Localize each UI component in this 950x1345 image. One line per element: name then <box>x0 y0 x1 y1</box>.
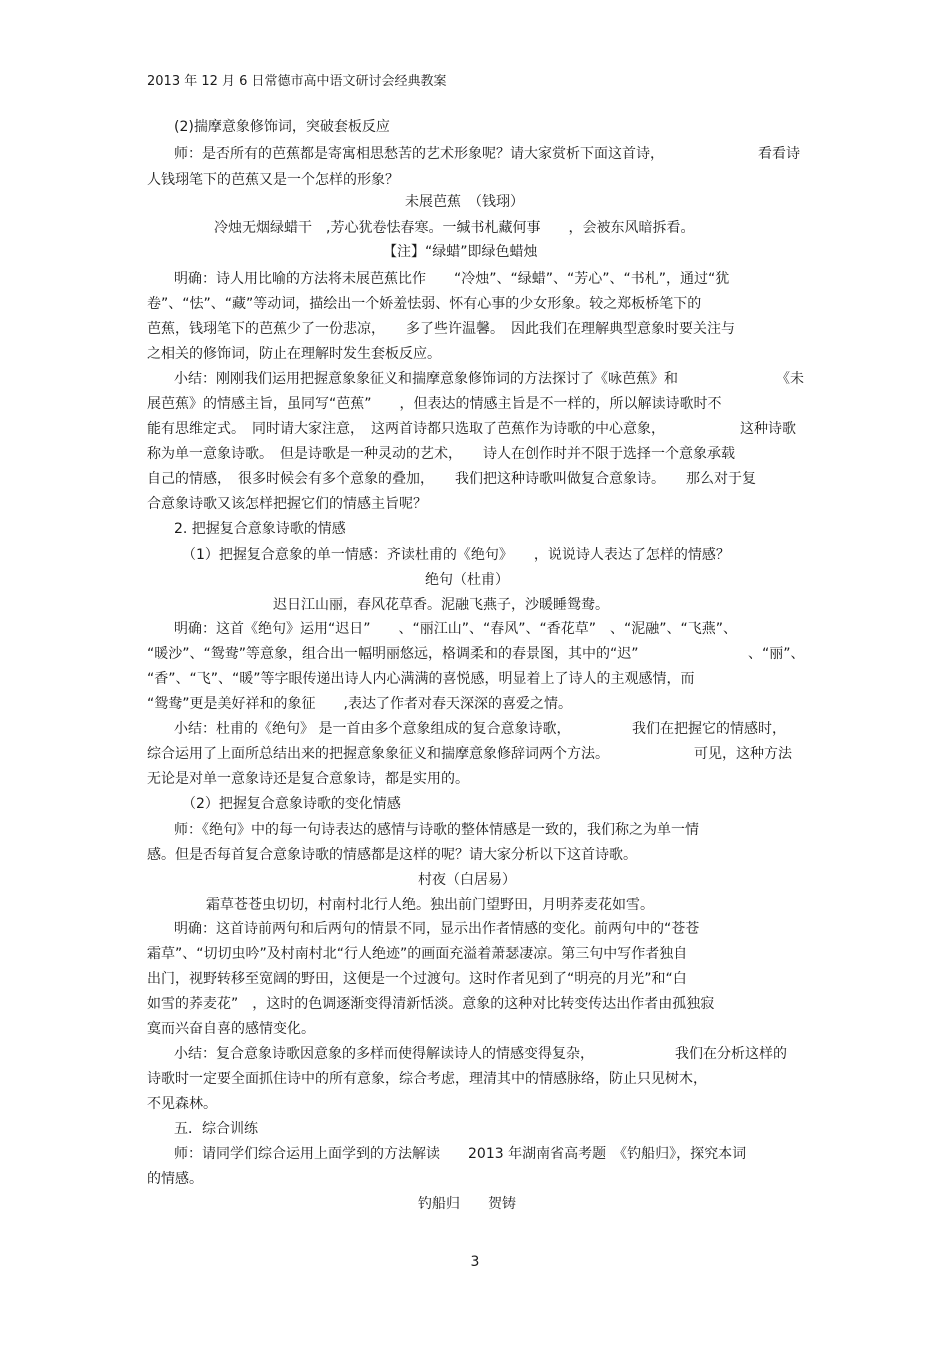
poem-title: 绝句（杜甫） <box>425 572 509 588</box>
paragraph-line: 无论是对单一意象诗还是复合意象诗，都是实用的。 <box>147 771 469 787</box>
paragraph-line: 师：是否所有的芭蕉都是寄寓相思愁苦的艺术形象呢？请大家赏析下面这首诗， <box>174 146 664 162</box>
paragraph-line: 可见，这种方法 <box>694 746 792 762</box>
paragraph-line: 《未 <box>776 371 804 387</box>
paragraph-line: 我们在分析这样的 <box>675 1046 787 1062</box>
paragraph-line: 之相关的修饰词，防止在理解时发生套板反应。 <box>147 346 441 362</box>
paragraph-line: 这种诗歌 <box>740 421 796 437</box>
paragraph-line: 出门，视野转移至宽阔的野田，这便是一个过渡句。这时作者见到了“明亮的月光”和“白 <box>147 971 687 987</box>
paragraph-line: 看看诗 <box>758 146 800 162</box>
paragraph-line: 师：《绝句》中的每一句诗表达的感情与诗歌的整体情感是一致的，我们称之为单一情 <box>174 822 699 838</box>
page-header: 2013 年 12 月 6 日常德市高中语文研讨会经典教案 <box>147 74 447 89</box>
section-heading: 2. 把握复合意象诗歌的情感 <box>174 521 346 537</box>
section-heading: （1）把握复合意象的单一情感：齐读杜甫的《绝句》 ，说说诗人表达了怎样的情感？ <box>182 547 730 563</box>
poem-title: 钓船归 贺铸 <box>418 1196 516 1212</box>
paragraph-line: 明确：这首《绝句》运用“迟日” 、“丽江山”、“春风”、“香花草” 、“泥融”、“飞燕”、 <box>174 621 738 637</box>
paragraph-line: 展芭蕉》的情感主旨，虽同写“芭蕉” ，但表达的情感主旨是不一样的，所以解读诗歌时不 <box>147 396 722 412</box>
poem-title: 村夜（白居易） <box>418 872 516 888</box>
paragraph-line: 芭蕉，钱珝笔下的芭蕉少了一份悲凉， 多了些许温馨。 因此我们在理解典型意象时要关注与 <box>147 321 735 337</box>
paragraph-line: 诗歌时一定要全面抓住诗中的所有意象，综合考虑，理清其中的情感脉络，防止只见树木， <box>147 1071 707 1087</box>
paragraph-line: 、“丽”、 <box>748 646 805 662</box>
paragraph-line: 如雪的荞麦花” ，这时的色调逐渐变得清新恬淡。意象的这种对比转变传达出作者由孤独寂 <box>147 996 715 1012</box>
paragraph-line: 我们在把握它的情感时， <box>632 721 786 737</box>
poem-note: 【注】“绿蜡”即绿色蜡烛 <box>383 244 538 260</box>
paragraph-line: 小结：复合意象诗歌因意象的多样而使得解读诗人的情感变得复杂， <box>174 1046 594 1062</box>
section-heading: （2）把握复合意象诗歌的变化情感 <box>182 796 401 812</box>
paragraph-line: 师：请同学们综合运用上面学到的方法解读 2013 年湖南省高考题 《钓船归》，探究本词 <box>174 1146 747 1162</box>
paragraph-line: 人钱珝笔下的芭蕉又是一个怎样的形象？ <box>147 172 399 188</box>
paragraph-line: 不见森林。 <box>147 1096 217 1112</box>
paragraph-line: 感。但是否每首复合意象诗歌的情感都是这样的呢？请大家分析以下这首诗歌。 <box>147 847 637 863</box>
paragraph-line: 明确：诗人用比喻的方法将未展芭蕉比作 “冷烛”、“绿蜡”、“芳心”、“书札”，通过“犹 <box>174 271 730 287</box>
paragraph-line: 明确：这首诗前两句和后两句的情景不同，显示出作者情感的变化。前两句中的“苍苍 <box>174 921 700 937</box>
section-heading: 五．综合训练 <box>174 1121 258 1137</box>
page-number: 3 <box>470 1254 480 1270</box>
paragraph-line: “香”、“飞”、“暖”等字眼传递出诗人内心满满的喜悦感，明显着上了诗人的主观感情，而 <box>147 671 695 687</box>
section-heading: (2)揣摩意象修饰词，突破套板反应 <box>174 119 390 135</box>
paragraph-line: 称为单一意象诗歌。 但是诗歌是一种灵动的艺术， 诗人在创作时并不限于选择一个意象承载 <box>147 446 735 462</box>
poem-text: 冷烛无烟绿蜡干 ,芳心犹卷怯春寒。一缄书札藏何事 ，会被东风暗拆看。 <box>214 220 695 236</box>
paragraph-line: 能有思维定式。 同时请大家注意， 这两首诗都只选取了芭蕉作为诗歌的中心意象， <box>147 421 665 437</box>
paragraph-line: “暖沙”、“鸳鸯”等意象，组合出一幅明丽悠远，格调柔和的春景图，其中的“迟” <box>147 646 639 662</box>
poem-title: 未展芭蕉 （钱珝） <box>405 194 524 210</box>
paragraph-line: 综合运用了上面所总结出来的把握意象象征义和揣摩意象修辞词两个方法。 <box>147 746 609 762</box>
paragraph-line: 寞而兴奋自喜的感情变化。 <box>147 1021 315 1037</box>
paragraph-line: 自己的情感， 很多时候会有多个意象的叠加， 我们把这种诗歌叫做复合意象诗。 那么对于复 <box>147 471 756 487</box>
paragraph-line: “鸳鸯”更是美好祥和的象征 ,表达了作者对春天深深的喜爱之情。 <box>147 696 572 712</box>
paragraph-line: 霜草”、“切切虫吟”及村南村北“行人绝迹”的画面充溢着萧瑟凄凉。第三句中写作者独自 <box>147 946 688 962</box>
paragraph-line: 的情感。 <box>147 1171 203 1187</box>
poem-text: 迟日江山丽，春风花草香。泥融飞燕子，沙暖睡鸳鸯。 <box>273 597 609 613</box>
paragraph-line: 合意象诗歌又该怎样把握它们的情感主旨呢？ <box>147 496 427 512</box>
paragraph-line: 卷”、“怯”、“藏”等动词，描绘出一个娇羞怯弱、怀有心事的少女形象。较之郑板桥笔下的 <box>147 296 702 312</box>
paragraph-line: 小结：杜甫的《绝句》 是一首由多个意象组成的复合意象诗歌， <box>174 721 571 737</box>
paragraph-line: 小结：刚刚我们运用把握意象象征义和揣摩意象修饰词的方法探讨了《咏芭蕉》和 <box>174 371 678 387</box>
poem-text: 霜草苍苍虫切切，村南村北行人绝。独出前门望野田，月明荞麦花如雪。 <box>206 897 654 913</box>
